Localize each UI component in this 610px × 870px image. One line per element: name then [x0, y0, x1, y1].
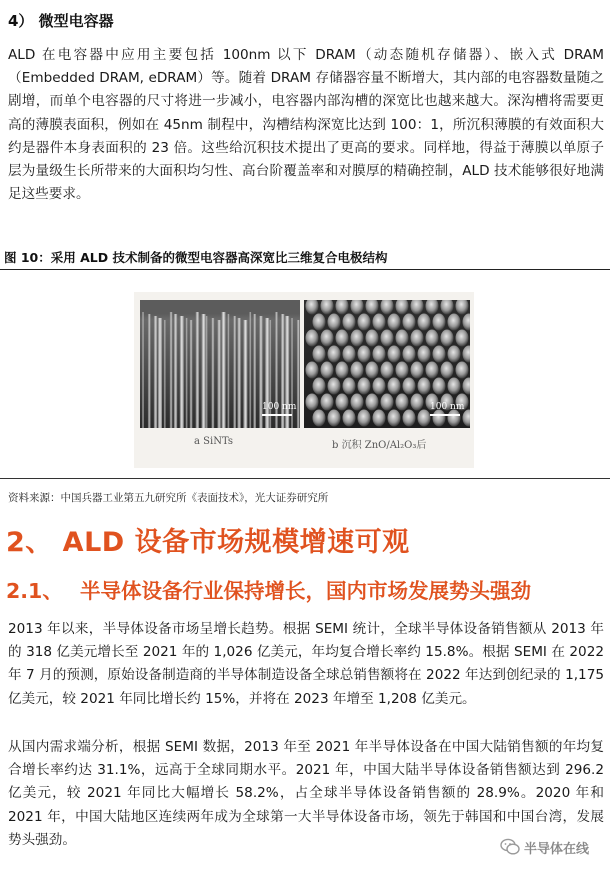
- section-2-1-title: 半导体设备行业保持增长，国内市场发展势头强劲: [80, 579, 531, 603]
- figure-divider: [0, 478, 610, 479]
- paragraph-capacitor: ALD 在电容器中应用主要包括 100nm 以下 DRAM（动态随机存储器）、嵌入式 DRAM（Embedded DRAM, eDRAM）等。随着 DRAM 存储器容量不断增大，其内部的电容器数量随之剧增，而单个电容器的尺寸将进一步减小，电容器内部沟槽的深宽比也越来越大。深沟槽将需要更高的薄膜表面积，例如在 45nm 制程中，沟槽结构深宽比达到 100：1，所沉积薄膜的有效面积大约是器件本身表面积的 23 倍。这些给沉积技术提出了更高的要求。同样地，得益于薄膜以单原子层为量级生长所带来的大面积均匀性、高台阶覆盖率和对膜厚的精确控制，ALD 技术能够很好地满足这些要求。: [8, 47, 604, 203]
- section-2-1-number: 2.1、: [6, 579, 63, 603]
- scale-label-a: 100 nm: [262, 402, 297, 412]
- section-2-1-heading: [6, 574, 531, 604]
- scale-bar-a: [262, 414, 292, 416]
- watermark: [500, 832, 610, 862]
- scale-label-b: 100 nm: [430, 402, 465, 412]
- watermark-text: 半导体在线: [524, 841, 590, 857]
- section-4-heading: 4） 微型电容器: [8, 12, 114, 30]
- caption-a: a SiNTs: [194, 436, 234, 447]
- figure-10-title: 图 10：采用 ALD 技术制备的微型电容器高深宽比三维复合电极结构: [0, 246, 610, 270]
- figure-10-image: [134, 292, 474, 468]
- figure-source: 资料来源：中国兵器工业第五九研究所《表面技术》，光大证券研究所: [8, 492, 329, 504]
- section-2-heading: 2、 ALD 设备市场规模增速可观: [6, 527, 410, 558]
- wechat-icon: [500, 838, 520, 856]
- caption-b: b 沉积 ZnO/Al₂O₃后: [332, 440, 427, 451]
- paragraph-china-market: 从国内需求端分析，根据 SEMI 数据，2013 年至 2021 年半导体设备在中国大陆销售额的年均复合增长率约达 31.1%，远高于全球同期水平。2021 年，中国大陆半导体设备销售额达到 296.2 亿美元，较 2021 年同比大幅增长 58.2%，占全球半导体设备销售额的 28.9%。2020 年和 2021 年，中国大陆地区连续两年成为全球第一大半导体设备市场，领先于韩国和中国台湾，发展势头强劲。: [8, 739, 604, 848]
- paragraph-global-market: 2013 年以来，半导体设备市场呈增长趋势。根据 SEMI 统计，全球半导体设备销售额从 2013 年的 318 亿美元增长至 2021 年的 1,026 亿美元，年均复合增长率约 15.8%。根据 SEMI 在 2022 年 7 月的预测，原始设备制造商的半导体制造设备全球总销售额将在 2022 年达到创纪录的 1,175 亿美元，较 2021 年同比增长约 15%，并将在 2023 年增至 1,208 亿美元。: [8, 621, 604, 707]
- scale-bar-b: [430, 414, 460, 416]
